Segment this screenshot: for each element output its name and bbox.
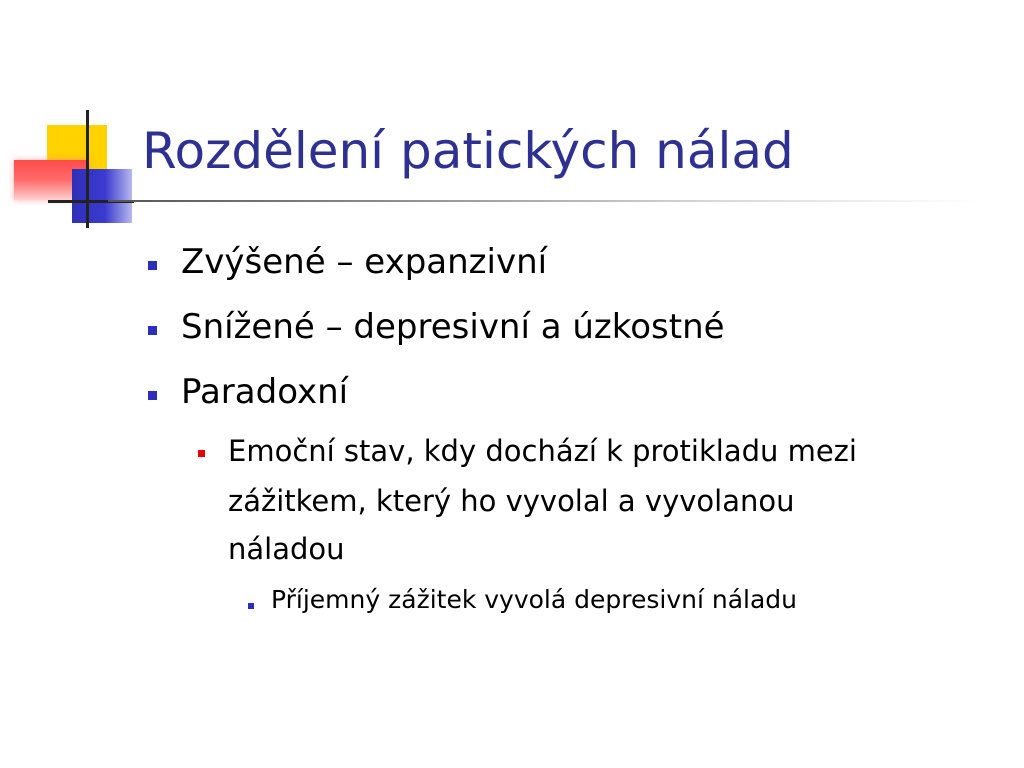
sub-bullet-line: zážitkem, který ho vyvolal a vyvolanou — [228, 484, 795, 518]
bullet-item: Paradoxní — [181, 372, 349, 412]
bullet-marker-icon — [148, 261, 157, 270]
sub-bullet-line: náladou — [228, 532, 345, 566]
sub-sub-bullet-marker-icon — [248, 603, 254, 609]
sub-sub-bullet-item: Příjemný zážitek vyvolá depresivní náladu — [271, 585, 798, 614]
bullet-item: Snížené – depresivní a úzkostné — [181, 307, 725, 347]
blue-square-shape — [72, 169, 132, 223]
bullet-marker-icon — [148, 326, 157, 335]
title-underline — [108, 200, 978, 202]
bullet-item: Zvýšené – expanzivní — [181, 242, 548, 282]
slide-title: Rozdělení patických nálad — [142, 122, 794, 180]
bullet-marker-icon — [148, 391, 157, 400]
vertical-line-shape — [86, 110, 89, 228]
sub-bullet-line: Emoční stav, kdy dochází k protikladu mezi — [228, 434, 857, 468]
sub-bullet-marker-icon — [198, 450, 205, 457]
decorative-logo — [0, 0, 150, 240]
